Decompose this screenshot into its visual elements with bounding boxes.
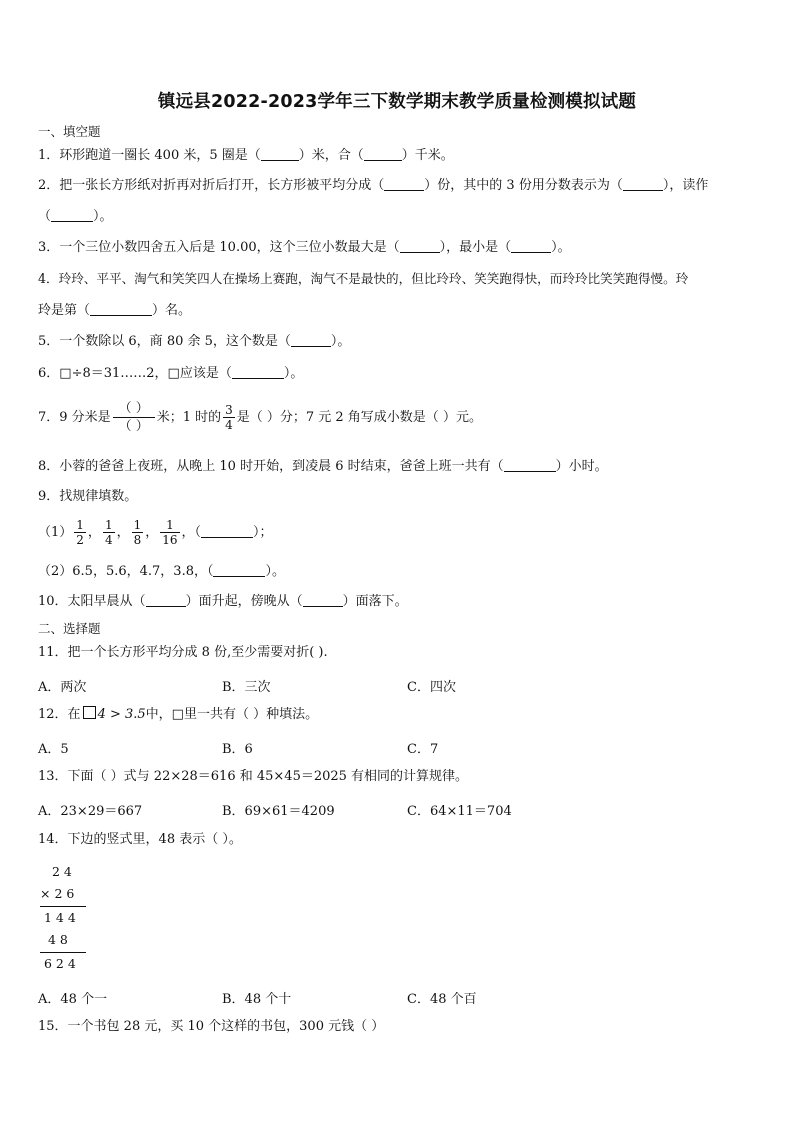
option-b[interactable]: B．三次 (222, 680, 271, 695)
option-b[interactable]: B．6 (222, 742, 253, 757)
question-6: 6．□÷8＝31……2，□应该是（ ）。 (38, 366, 304, 381)
question-4: 4．玲玲、平平、淘气和笑笑四人在操场上赛跑，淘气不是最快的，但比玲玲、笑笑跑得快，而玲玲比笑笑跑得慢。玲 (38, 271, 689, 286)
question-11: 11．把一个长方形平均分成 8 份,至少需要对折( ). (38, 645, 328, 660)
option-a[interactable]: A．两次 (38, 680, 87, 695)
calc-row: × 2 6 (40, 886, 75, 901)
question-9-part-1: （1） $\frac{1}{2}$ ， $\frac{1}{4}$ ， $\frac{1}{8}$ ， $\frac{1}{16}$ ，（ ）； (38, 518, 273, 547)
calc-row: 6 2 4 (44, 956, 76, 971)
answer-blank[interactable] (291, 332, 331, 347)
answer-blank[interactable] (364, 146, 402, 161)
fraction: $\frac{3}{4}$ (225, 403, 233, 432)
question-15: 15．一个书包 28 元，买 10 个这样的书包，300 元钱（ ） (38, 1019, 385, 1034)
option-c[interactable]: C．四次 (407, 680, 456, 695)
option-a[interactable]: A．48 个一 (38, 992, 108, 1007)
answer-blank[interactable] (511, 238, 551, 253)
question-14: 14．下边的竖式里，48 表示（ ）。 (38, 832, 242, 847)
option-a[interactable]: A．5 (38, 742, 69, 757)
answer-blank[interactable] (400, 238, 440, 253)
calc-rule (40, 952, 86, 953)
section-fill-heading: 一、填空题 (38, 124, 101, 139)
question-1: 1．环形跑道一圈长 400 米，5 圈是（ ）米，合（ ）千米。 (38, 148, 454, 163)
question-7: 7．9 分米是 $\frac{( )}{( )}$ 米；1 时的 $\frac{3}{4}$ 是（ ）分；7 元 2 角写成小数是（ ）元。 (38, 401, 482, 434)
fraction-blank[interactable]: $\frac{( )}{( )}$ (113, 400, 155, 435)
question-2-continued: （ ）。 (38, 209, 113, 224)
answer-blank[interactable] (303, 592, 343, 607)
question-5: 5．一个数除以 6，商 80 余 5，这个数是（ ）。 (38, 334, 351, 349)
fraction: $\frac{1}{8}$ (133, 518, 142, 547)
answer-blank[interactable] (90, 301, 152, 316)
calc-row: 2 4 (52, 864, 72, 879)
question-3: 3．一个三位小数四舍五入后是 10.00，这个三位小数最大是（ ），最小是（ ）。 (38, 240, 571, 255)
section-choice-heading: 二、选择题 (38, 621, 101, 636)
answer-blank[interactable] (51, 207, 93, 222)
question-2: 2．把一张长方形纸对折再对折后打开，长方形被平均分成（ ）份，其中的 3 份用分数表示为（ ），读作 (38, 178, 709, 193)
answer-blank[interactable] (623, 176, 663, 191)
option-a[interactable]: A．23×29＝667 (38, 804, 143, 819)
question-4-continued: 玲是第（ ）名。 (38, 303, 192, 318)
square-box (83, 706, 96, 719)
option-b[interactable]: B．48 个十 (222, 992, 292, 1007)
answer-blank[interactable] (232, 364, 284, 379)
fraction: $\frac{1}{2}$ (76, 518, 84, 547)
answer-blank[interactable] (146, 592, 186, 607)
question-13: 13．下面（ ）式与 22×28＝616 和 45×45＝2025 有相同的计算规律。 (38, 769, 469, 784)
question-8: 8．小蓉的爸爸上夜班，从晚上 10 时开始，到凌晨 6 时结束，爸爸上班一共有（ ）小时。 (38, 459, 608, 474)
option-c[interactable]: C．7 (407, 742, 439, 757)
answer-blank[interactable] (384, 176, 424, 191)
answer-blank[interactable] (213, 562, 265, 577)
fraction: $\frac{1}{4}$ (104, 518, 113, 547)
calc-row: 4 8 (48, 932, 68, 947)
calc-row: 1 4 4 (44, 910, 76, 925)
option-c[interactable]: C．64×11＝704 (407, 804, 512, 819)
option-c[interactable]: C．48 个百 (407, 992, 477, 1007)
page-title: 镇远县2022-2023学年三下数学期末教学质量检测模拟试题 (157, 92, 637, 112)
answer-blank[interactable] (261, 146, 299, 161)
fraction: $\frac{1}{16}$ (162, 518, 178, 547)
question-9-part-2: （2）6.5，5.6，4.7，3.8，（ ）。 (38, 564, 285, 579)
question-9: 9．找规律填数。 (38, 489, 138, 504)
answer-blank[interactable] (504, 457, 556, 472)
answer-blank[interactable] (201, 523, 253, 538)
calc-rule (40, 906, 86, 907)
option-b[interactable]: B．69×61＝4209 (222, 804, 335, 819)
question-12: 12．在 4 > 3.5中，□里一共有（ ）种填法。 (38, 707, 319, 722)
question-10: 10．太阳早晨从（ ）面升起，傍晚从（ ）面落下。 (38, 594, 408, 609)
